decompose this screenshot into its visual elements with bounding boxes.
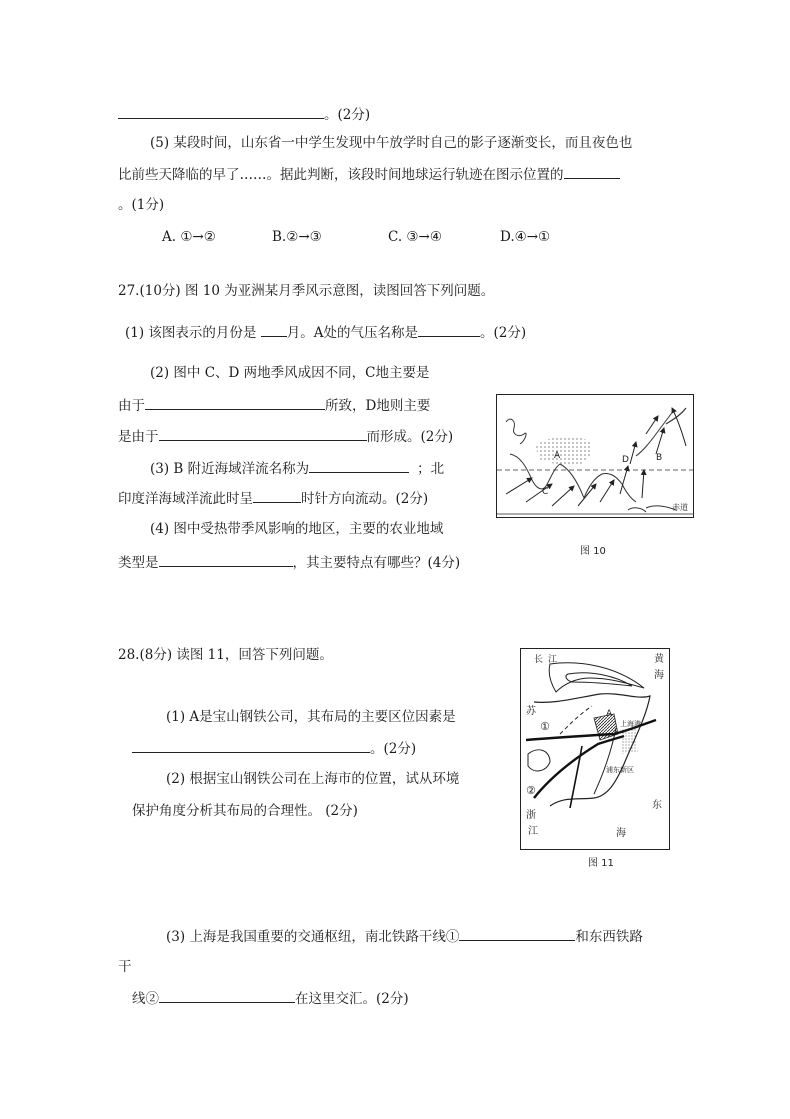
answer-blank[interactable] [118,104,324,119]
q26-option-d[interactable]: D.④→① [500,229,551,245]
answer-blank[interactable] [459,926,575,941]
label-dong: 东 [652,800,662,811]
answer-blank[interactable] [159,988,295,1003]
label-d: D [622,455,629,465]
label-hai-top: 海 [654,670,664,681]
q27-p2-line3: 是由于 而形成。(2分) [118,426,453,446]
label-equator: 赤道 [672,503,688,512]
q27-p4-line2: 类型是 ，其主要特点有哪些？(4分) [118,552,460,572]
label-b: B [656,453,663,463]
q26-option-a[interactable]: A. ①→② [162,229,216,245]
answer-blank[interactable] [418,322,480,337]
figure-11-caption: 图 11 [588,858,614,869]
answer-blank[interactable] [159,552,293,567]
q28-p2-line2: 保护角度分析其布局的合理性。 (2分) [132,803,358,819]
answer-blank[interactable] [309,458,409,473]
pressure-area-a [536,437,592,465]
label-a: A [554,451,561,461]
q26-p5-line1: (5) 某段时间，山东省一中学生发现中午放学时自己的影子逐渐变长，而且夜色也 [150,135,633,151]
figure-11-shanghai-map [520,648,670,850]
label-jiang: 江 [548,655,558,665]
answer-blank[interactable] [564,164,620,179]
q27-p4-line1: (4) 图中受热带季风影响的地区，主要的农业地域 [150,521,444,537]
q28-p3-line3: 线② 在这里交汇。(2分) [132,988,409,1008]
figure-10-caption: 图 10 [580,546,606,557]
answer-blank[interactable] [145,395,325,410]
label-a: A [606,709,613,719]
answer-blank[interactable] [159,426,367,441]
q26-option-c[interactable]: C. ③→④ [388,229,442,245]
answer-blank[interactable] [253,488,301,503]
q26-p5-line3: 。(1分) [118,197,165,213]
label-port: 上海港 [620,720,641,728]
q27-p3-line2: 印度洋海域洋流此时呈 时针方向流动。(2分) [118,488,428,508]
q27-p2-line1: (2) 图中 C、D 两地季风成因不同，C地主要是 [150,365,430,381]
label-pudong: 浦东新区 [606,766,634,774]
q28-title: 28.(8分) 读图 11，回答下列问题。 [118,647,333,663]
q28-p1-line2: 。(2分) [132,738,416,758]
label-hai-bottom: 海 [616,828,626,839]
label-huang: 黄 [654,654,664,665]
label-su: 苏 [526,706,536,717]
label-two: ② [526,784,536,797]
label-one: ① [540,720,550,733]
figure-10-monsoon-map [496,394,694,518]
q26-option-b[interactable]: B.②→③ [272,229,322,245]
label-jiang2: 江 [528,826,538,837]
q27-p1: (1) 该图表示的月份是 月。A处的气压名称是 。(2分) [125,322,526,342]
label-zhe: 浙 [526,810,536,821]
q27-title: 27.(10分) 图 10 为亚洲某月季风示意图，读图回答下列问题。 [118,283,495,299]
answer-blank[interactable] [132,738,370,753]
label-chang: 长 [534,655,544,665]
label-c: C [542,487,549,497]
q28-p3-line1: (3) 上海是我国重要的交通枢纽，南北铁路干线① 和东西铁路 [166,926,643,946]
answer-blank[interactable] [261,322,287,337]
q28-p2-line1: (2) 根据宝山钢铁公司在上海市的位置，试从环境 [166,771,460,787]
q27-p2-line2: 由于 所致，D地则主要 [118,395,430,415]
q28-p3-line2: 干 [118,959,132,975]
q27-p3-line1: (3) B 附近海域洋流名称为 ；北 [150,458,444,478]
q26-answer-line: 。(2分) [118,104,370,124]
q28-p1-line1: (1) A是宝山钢铁公司，其布局的主要区位因素是 [166,709,456,725]
q26-p5-line2: 比前些天降临的早了……。据此判断，该段时间地球运行轨迹在图示位置的 [118,164,620,184]
